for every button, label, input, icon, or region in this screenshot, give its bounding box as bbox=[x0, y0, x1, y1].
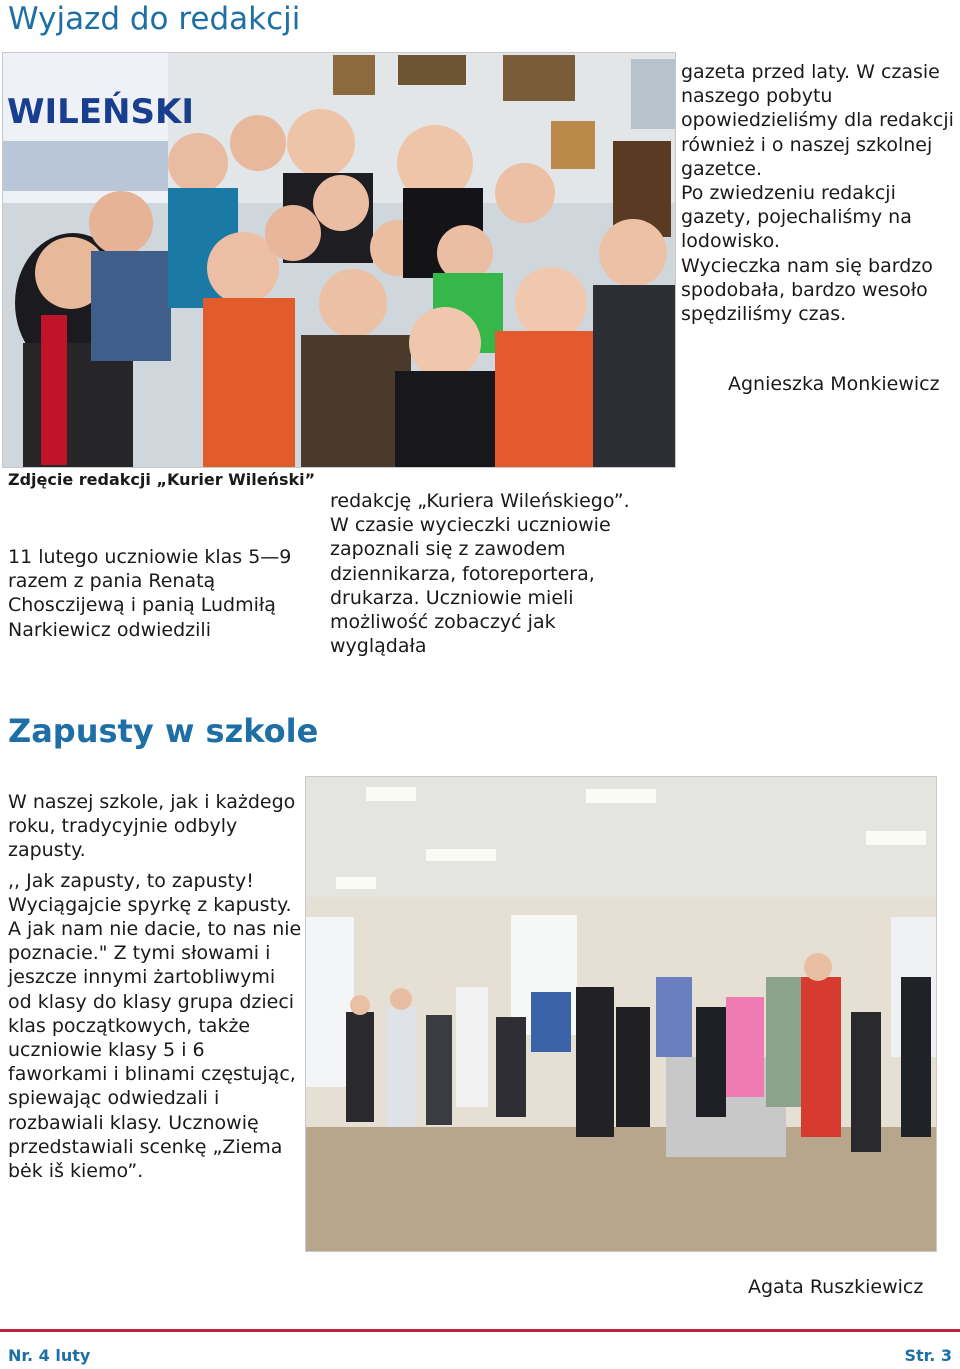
article-column-3 bbox=[681, 60, 956, 326]
column-3-paragraph: Po zwiedzeniu redakcji gazety, pojechaliśmy na lodowisko. bbox=[681, 182, 912, 253]
article-body bbox=[8, 790, 302, 1183]
article-column-1 bbox=[8, 545, 308, 642]
group-photo-redakcja bbox=[2, 52, 676, 468]
body-paragraph: W naszej szkole, jak i każdego roku, tradycyjnie odbyly zapusty. bbox=[8, 791, 296, 862]
article-author: Agata Ruszkiewicz bbox=[748, 1276, 924, 1298]
column-2-text: redakcję „Kuriera Wileńskiego”. W czasie wycieczki uczniowie zapoznali się z zawodem dziennikarza, fotoreportera, drukarza. Uczniowie mieli możliwość zobaczyć jak wyglądała bbox=[330, 490, 630, 658]
page-number: Str. 3 bbox=[904, 1346, 952, 1365]
photo-caption: Zdjęcie redakcji „Kurier Wileński” bbox=[8, 470, 316, 489]
body-paragraph: ,, Jak zapusty, to zapusty! Wyciągajcie spyrkę z kapusty. A jak nam nie dacie, to nas nie poznacie." Z tymi słowami i jeszcze innymi żartobliwymi od klasy do klasy grupa dzieci klas początkowych, także uczniowie klasy 5 i 6 faworkami i blinami częstując, spiewając odwiedzali i rozbawiali klasy. Ucznowię przedstawiali scenkę „Ziema bėk iš kiemo”. bbox=[8, 869, 302, 1183]
wall-sign-text: WILEŃSKI bbox=[7, 92, 194, 132]
column-3-paragraph: gazeta przed laty. W czasie naszego pobytu opowiedzieliśmy dla redakcji również i o naszej szkolnej gazetce. bbox=[681, 61, 954, 180]
column-1-text: 11 lutego uczniowie klas 5—9 razem z pania Renatą Chosczijewą i panią Ludmiłą Narkiewicz odwiedzili bbox=[8, 546, 292, 641]
article-title: Wyjazd do redakcji bbox=[8, 1, 301, 37]
article-column-2 bbox=[330, 489, 630, 658]
footer-rule bbox=[0, 1329, 960, 1332]
column-3-paragraph: Wycieczka nam się bardzo spodobała, bardzo wesoło spędziliśmy czas. bbox=[681, 254, 933, 326]
issue-label: Nr. 4 luty bbox=[8, 1346, 91, 1365]
article-title: Zapusty w szkole bbox=[8, 712, 319, 750]
article-author: Agnieszka Monkiewicz bbox=[728, 373, 940, 395]
carnival-photo bbox=[305, 776, 937, 1252]
